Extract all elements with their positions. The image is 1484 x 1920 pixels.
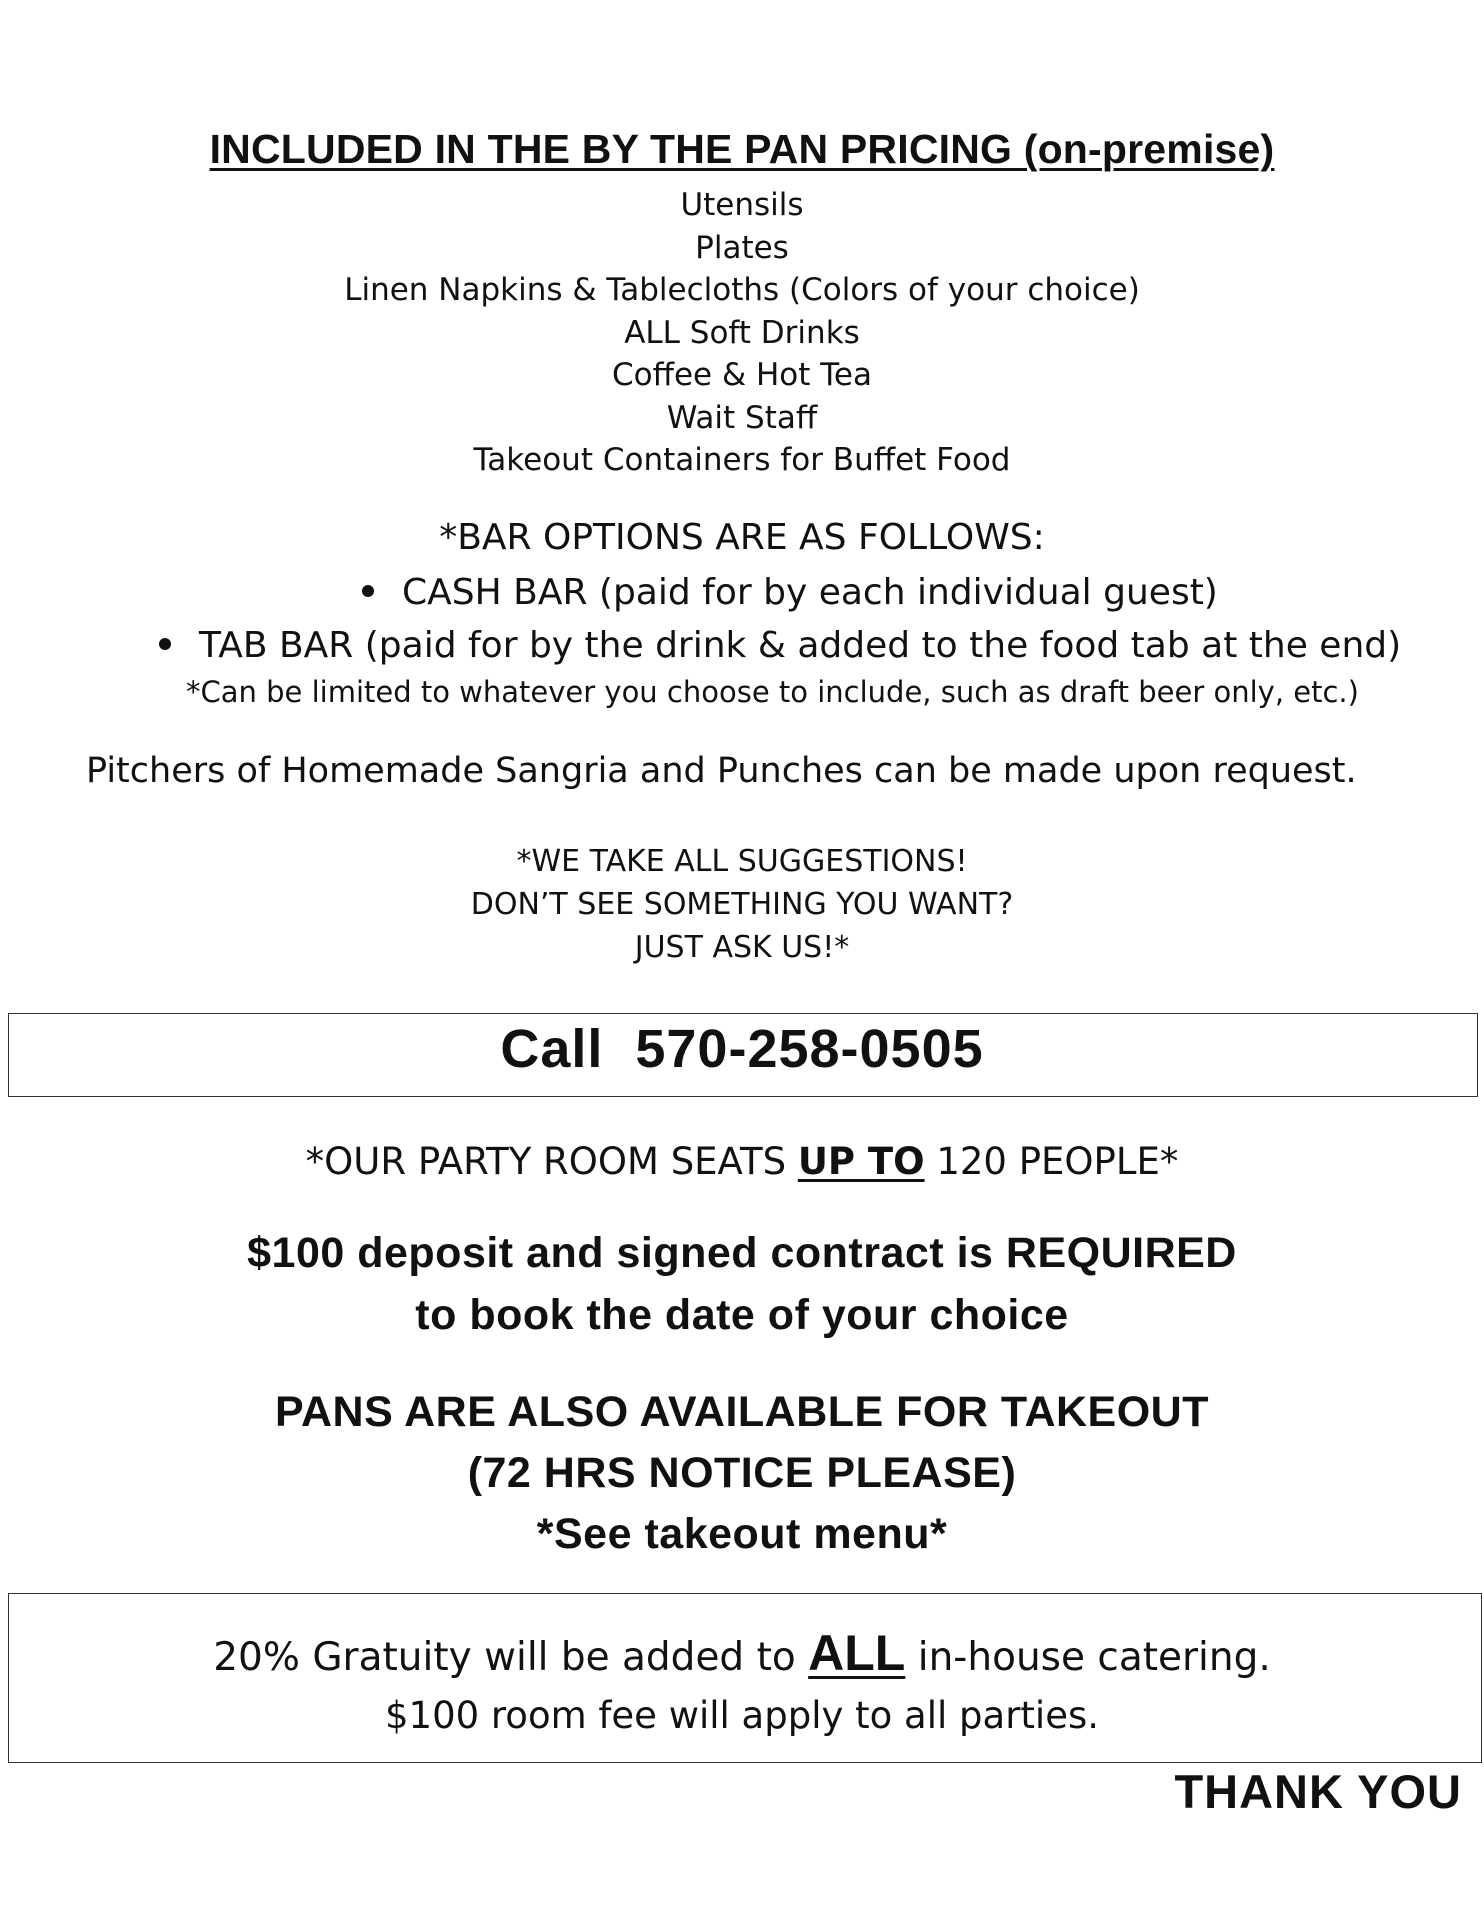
party-text-after: 120 PEOPLE* (924, 1140, 1179, 1183)
takeout-line: *See takeout menu* (536, 1510, 948, 1558)
included-items-list (0, 184, 1484, 482)
included-heading-text: INCLUDED IN THE BY THE PAN PRICING (on-premise) (209, 126, 1275, 172)
gratuity-after: in-house catering. (905, 1635, 1271, 1680)
bullet-icon (159, 638, 171, 650)
list-item: Plates (695, 229, 789, 266)
pitchers-text: Pitchers of Homemade Sangria and Punches can be made upon request. (86, 751, 1357, 791)
suggestions-block (0, 840, 1484, 969)
list-item: Utensils (680, 187, 804, 223)
deposit-line: $100 deposit and signed contract is REQUIRED (247, 1229, 1237, 1277)
party-room-capacity (0, 1140, 1484, 1183)
list-item: Takeout Containers for Buffet Food (473, 442, 1011, 478)
gratuity-text (0, 1624, 1484, 1682)
list-item: Wait Staff (666, 399, 818, 436)
thank-you: THANK YOU (1174, 1765, 1462, 1818)
bar-option-tab (159, 625, 1401, 666)
suggestion-line: DON’T SEE SOMETHING YOU WANT? (470, 887, 1014, 922)
included-heading (0, 126, 1484, 173)
takeout-line: PANS ARE ALSO AVAILABLE FOR TAKEOUT (274, 1388, 1210, 1436)
bar-note: *Can be limited to whatever you choose to include, such as draft beer only, etc.) (186, 675, 1359, 709)
bar-option-label: CASH BAR (paid for by each individual guest) (402, 572, 1218, 613)
bullet-icon (362, 585, 374, 597)
gratuity-before: 20% Gratuity will be added to (213, 1635, 809, 1680)
party-text-emphasis: UP TO (797, 1140, 925, 1183)
room-fee-text: $100 room fee will apply to all parties. (384, 1694, 1100, 1737)
call-phone-text: Call 570-258-0505 (500, 1019, 984, 1079)
call-phone[interactable] (0, 1018, 1484, 1080)
bar-option-label: TAB BAR (paid for by the drink & added to the food tab at the end) (199, 625, 1402, 666)
deposit-requirement (0, 1222, 1484, 1346)
deposit-line: to book the date of your choice (415, 1291, 1069, 1339)
party-text-before: *OUR PARTY ROOM SEATS (305, 1140, 798, 1183)
suggestion-line: JUST ASK US!* (634, 930, 850, 965)
list-item: ALL Soft Drinks (624, 314, 860, 351)
takeout-block (0, 1382, 1484, 1565)
suggestion-line: *WE TAKE ALL SUGGESTIONS! (516, 844, 968, 879)
takeout-line: (72 HRS NOTICE PLEASE) (467, 1449, 1017, 1497)
bar-options-title: *BAR OPTIONS ARE AS FOLLOWS: (439, 517, 1045, 558)
gratuity-emphasis: ALL (808, 1625, 906, 1681)
bar-option-cash (362, 572, 1218, 613)
list-item: Coffee & Hot Tea (611, 357, 873, 393)
list-item: Linen Napkins & Tablecloths (Colors of your choice) (344, 272, 1140, 308)
